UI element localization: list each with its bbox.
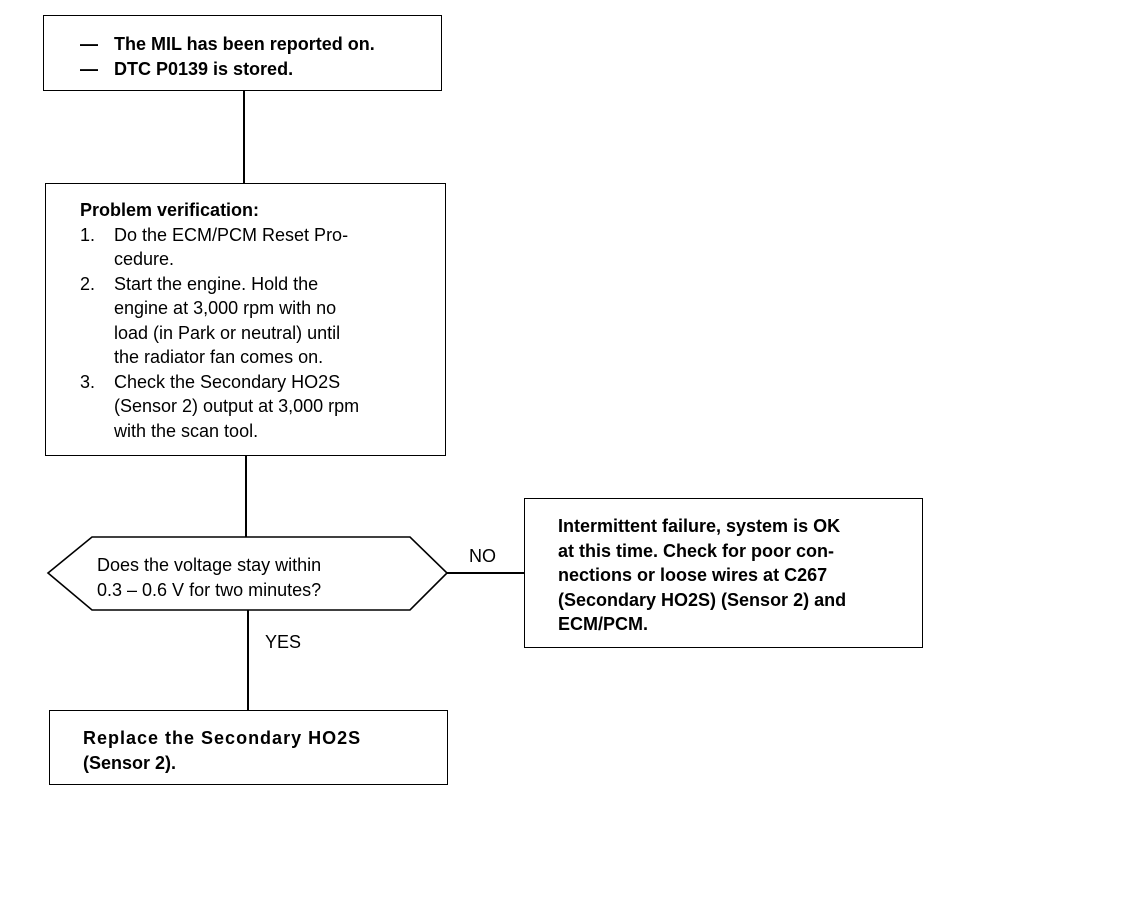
yes-label: YES — [265, 632, 302, 652]
decision-question: Does the voltage stay within 0.3 – 0.6 V for two minutes? — [97, 555, 322, 600]
no-label: NO — [469, 546, 496, 566]
verification-heading: Problem verification: — [80, 200, 260, 220]
start-line-dtc: — DTC P0139 is stored. — [80, 58, 294, 79]
start-line-mil: — The MIL has been reported on. — [80, 34, 375, 54]
verification-step-1: 1. Do the ECM/PCM Reset Pro- cedure. — [80, 224, 349, 269]
verification-step-3: 3. Check the Secondary HO2S (Sensor 2) output at 3,000 rpm with the scan tool. — [80, 371, 360, 441]
no-outcome-box: Intermittent failure, system is OK at this time. Check for poor con- nections or loose wires at C267 (Secondary HO2S) (Sensor 2) and ECM/PCM. — [524, 498, 923, 648]
yes-outcome-box: Replace the Secondary HO2S (Sensor 2). — [49, 710, 448, 785]
verification-step-2: 2. Start the engine. Hold the engine at 3,000 rpm with no load (in Park or neutral) until the radiator fan comes on. — [80, 273, 341, 367]
